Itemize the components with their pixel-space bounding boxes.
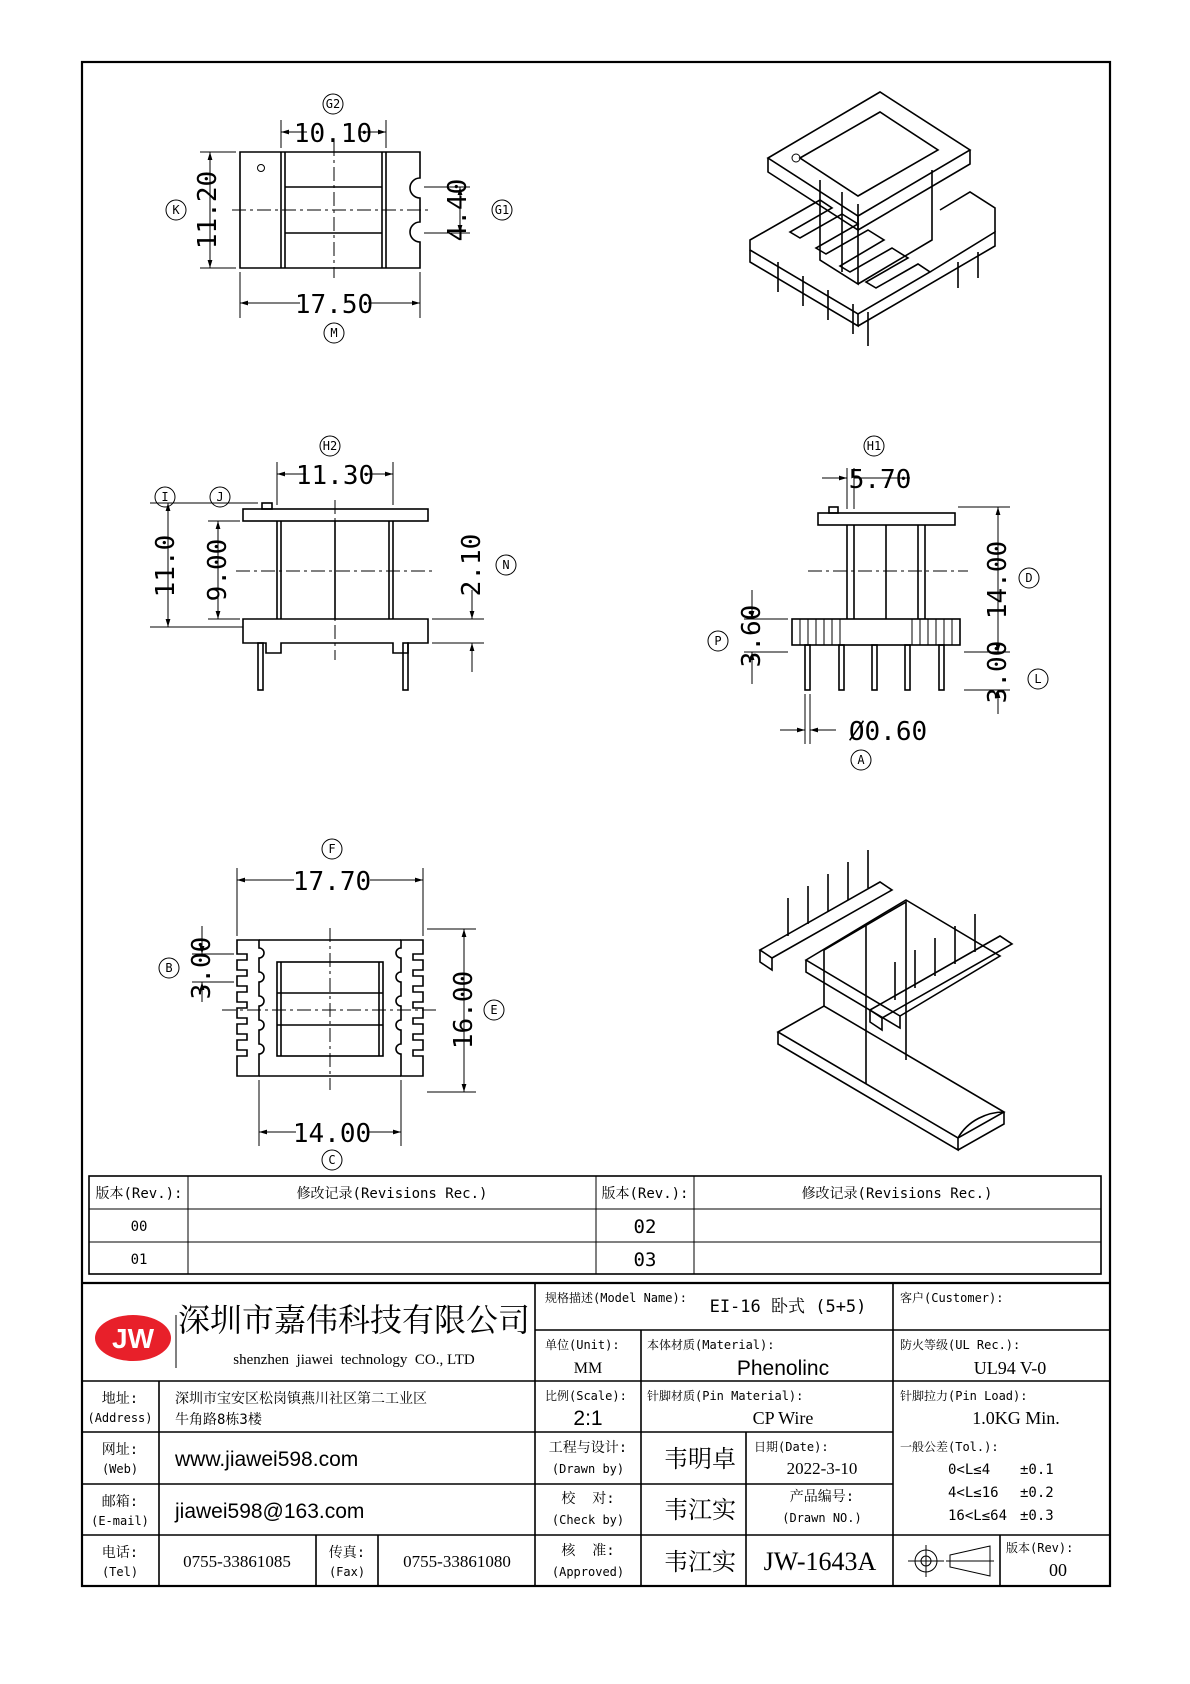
model-name: EI-16 卧式 (5+5) (709, 1297, 867, 1317)
rev-row-02: 02 (633, 1216, 657, 1238)
tol-range-2: 4<L≤16 (948, 1485, 999, 1501)
label-p: P (714, 634, 722, 648)
pin-load-value: 1.0KG Min. (972, 1408, 1060, 1428)
email-address[interactable]: jiawei598@163.com (175, 1500, 365, 1523)
tel-label-cn: 电话: (101, 1545, 139, 1561)
tel-number: 0755-33861085 (183, 1552, 291, 1571)
customer-label: 客户(Customer): (900, 1291, 1004, 1305)
scale-label: 比例(Scale): (545, 1389, 627, 1403)
label-b: B (165, 961, 173, 975)
date-label: 日期(Date): (754, 1440, 829, 1454)
projection-symbol-icon (908, 1545, 994, 1577)
drawn-no-label-cn: 产品编号: (789, 1489, 855, 1505)
isometric-view-top (750, 92, 995, 346)
rev-header-right: 版本(Rev.): (601, 1186, 689, 1202)
pin-load-label: 针脚拉力(Pin Load): (900, 1389, 1028, 1403)
label-i: I (161, 490, 169, 504)
label-h2: H2 (322, 439, 338, 453)
drawn-no-value: JW-1643A (763, 1547, 877, 1576)
company-name-en: shenzhen jiawei technology CO., LTD (233, 1352, 475, 1368)
dim-m-value: 17.50 (294, 290, 374, 320)
check-label-en: (Check by) (551, 1513, 625, 1527)
drawn-label-en: (Drawn by) (551, 1462, 625, 1476)
revisions-table (89, 1176, 1101, 1274)
dim-i-value: 11.0 (151, 534, 181, 598)
web-label-cn: 网址: (101, 1442, 139, 1458)
dim-a-value: Ø0.60 (848, 717, 928, 747)
front-view (150, 436, 516, 690)
label-f: F (328, 842, 336, 856)
dim-l-value: 3.00 (983, 640, 1013, 704)
logo-text: JW (112, 1323, 154, 1354)
fax-label-cn: 传真: (328, 1545, 366, 1561)
label-g2: G2 (325, 97, 341, 111)
rec-header-left: 修改记录(Revisions Rec.) (296, 1186, 488, 1202)
tol-range-3: 16<L≤64 (948, 1508, 1008, 1524)
dim-n-value: 2.10 (457, 533, 487, 597)
unit-label: 单位(Unit): (545, 1338, 620, 1352)
address-label-cn: 地址: (101, 1391, 139, 1407)
dim-c-value: 14.00 (292, 1119, 372, 1149)
approved-label-en: (Approved) (551, 1565, 625, 1579)
dim-g2-value: 10.10 (293, 119, 373, 149)
check-by: 韦江实 (664, 1496, 736, 1524)
dim-d-value: 14.00 (983, 540, 1013, 620)
rev-value: 00 (1049, 1560, 1067, 1580)
dim-h2-value: 11.30 (295, 461, 375, 491)
tol-value-2: ±0.2 (1020, 1485, 1054, 1501)
label-m: M (330, 326, 338, 340)
tol-range-1: 0<L≤4 (948, 1462, 991, 1478)
tol-value-1: ±0.1 (1020, 1462, 1054, 1478)
approved-by: 韦江实 (664, 1548, 736, 1576)
material-label: 本体材质(Material): (647, 1338, 775, 1352)
label-l: L (1034, 672, 1042, 686)
ul-value: UL94 V-0 (973, 1358, 1047, 1378)
drawn-no-label-en: (Drawn NO.) (782, 1511, 862, 1525)
label-k: K (172, 203, 180, 217)
rev-row-00: 00 (130, 1219, 148, 1235)
material-value: Phenolinc (736, 1357, 830, 1380)
address-label-en: (Address) (87, 1411, 153, 1425)
company-name-cn: 深圳市嘉伟科技有限公司 (177, 1301, 531, 1339)
dim-b-value: 3.00 (187, 936, 217, 1000)
fax-label-en: (Fax) (328, 1565, 366, 1579)
label-j: J (216, 490, 224, 504)
rev-header-left: 版本(Rev.): (95, 1186, 183, 1202)
tel-label-en: (Tel) (101, 1565, 139, 1579)
label-a: A (857, 753, 865, 767)
label-c: C (328, 1153, 336, 1167)
address-line2: 牛角路8栋3楼 (175, 1412, 262, 1428)
dim-j-value: 9.00 (203, 538, 233, 602)
bottom-view (159, 839, 504, 1170)
side-view (708, 436, 1048, 770)
web-label-en: (Web) (101, 1462, 139, 1476)
unit-value: MM (573, 1360, 603, 1377)
isometric-view-bottom (760, 850, 1012, 1150)
tol-value-3: ±0.3 (1020, 1508, 1054, 1524)
email-label-cn: 邮箱: (101, 1494, 139, 1510)
label-d: D (1025, 571, 1033, 585)
drawn-label-cn: 工程与设计: (548, 1440, 628, 1456)
dim-h1-value: 5.70 (848, 465, 912, 495)
date-value: 2022-3-10 (786, 1459, 858, 1478)
email-label-en: (E-mail) (91, 1514, 149, 1528)
rev-row-01: 01 (130, 1252, 148, 1268)
drawn-by: 韦明卓 (664, 1445, 736, 1473)
fax-number: 0755-33861080 (403, 1552, 511, 1571)
pin-material-label: 针脚材质(Pin Material): (647, 1389, 804, 1403)
ul-label: 防火等级(UL Rec.): (900, 1338, 1021, 1352)
tol-label: 一般公差(Tol.): (900, 1440, 999, 1454)
rev-row-03: 03 (633, 1249, 657, 1271)
dim-f-value: 17.70 (292, 867, 372, 897)
dim-k-value: 11.20 (193, 170, 223, 250)
top-view (166, 94, 512, 343)
dim-p-value: 3.60 (737, 604, 767, 668)
rec-header-right: 修改记录(Revisions Rec.) (801, 1186, 993, 1202)
label-h1: H1 (866, 439, 882, 453)
label-g1: G1 (494, 203, 510, 217)
dim-g1-value: 4.40 (443, 178, 473, 242)
model-label: 规格描述(Model Name): (545, 1291, 687, 1305)
approved-label-cn: 核 准: (561, 1543, 615, 1559)
scale-value: 2:1 (573, 1407, 603, 1430)
label-n: N (502, 558, 510, 572)
label-e: E (490, 1003, 498, 1017)
dim-e-value: 16.00 (449, 970, 479, 1050)
web-url[interactable]: www.jiawei598.com (175, 1448, 359, 1471)
pin-material-value: CP Wire (752, 1408, 814, 1428)
rev-label: 版本(Rev): (1006, 1541, 1074, 1555)
title-block (82, 1283, 1110, 1586)
check-label-cn: 校 对: (561, 1491, 615, 1507)
address-line1: 深圳市宝安区松岗镇燕川社区第二工业区 (175, 1391, 427, 1407)
